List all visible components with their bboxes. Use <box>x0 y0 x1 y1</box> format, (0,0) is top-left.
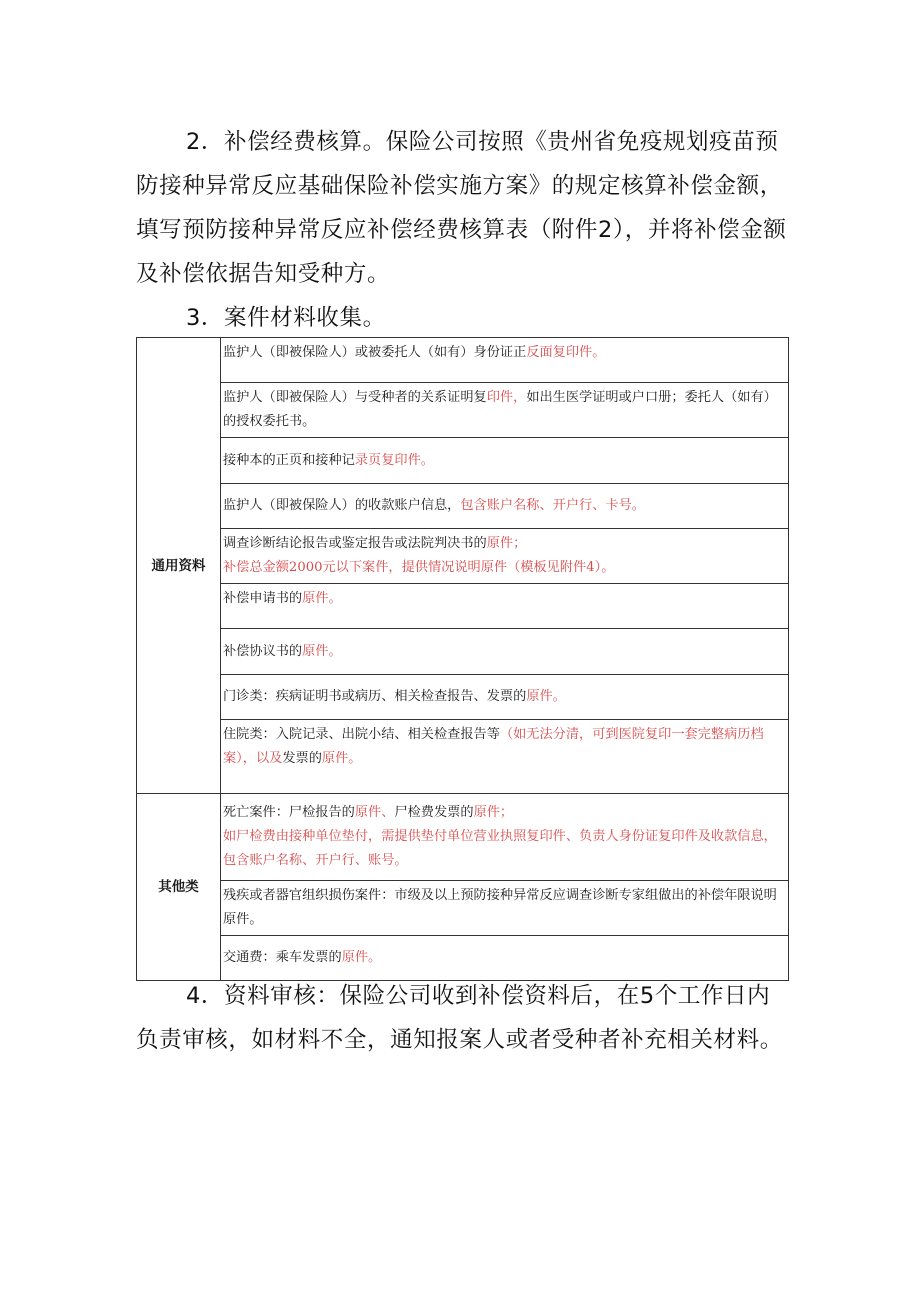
material-cell: 残疾或者器官组织损伤案件：市级及以上预防接种异常反应调查诊断专家组做出的补偿年限说明原件。 <box>221 881 789 936</box>
category-other: 其他类 <box>137 794 221 981</box>
material-cell: 补偿协议书的原件。 <box>221 629 789 675</box>
materials-table <box>136 337 789 981</box>
paragraph-item-3: 3．案件材料收集。 <box>186 305 386 331</box>
table-row <box>137 383 789 438</box>
material-cell: 死亡案件：尸检报告的原件、尸检费发票的原件； 如尸检费由接种单位垫付，需提供垫付单位营业执照复印件、负责人身份证复印件及收款信息，包含账户名称、开户行、账号。 <box>221 794 789 881</box>
table-row <box>137 529 789 584</box>
table-row <box>137 484 789 529</box>
table-row <box>137 881 789 936</box>
material-cell: 监护人（即被保险人）与受种者的关系证明复印件，如出生医学证明或户口册；委托人（如有）的授权委托书。 <box>221 383 789 438</box>
material-cell: 接种本的正页和接种记录页复印件。 <box>221 438 789 484</box>
table-row <box>137 438 789 484</box>
material-cell: 监护人（即被保险人）的收款账户信息，包含账户名称、开户行、卡号。 <box>221 484 789 529</box>
table-row <box>137 338 789 383</box>
paragraph-item-2: 2．补偿经费核算。保险公司按照《贵州省免疫规划疫苗预防接种异常反应基础保险补偿实施方案》的规定核算补偿金额，填写预防接种异常反应补偿经费核算表（附件2），并将补偿金额及补偿依据告知受种方。 <box>136 129 787 287</box>
material-cell: 补偿申请书的原件。 <box>221 584 789 629</box>
material-cell: 交通费：乘车发票的原件。 <box>221 936 789 981</box>
material-cell: 门诊类：疾病证明书或病历、相关检查报告、发票的原件。 <box>221 675 789 720</box>
table-row <box>137 629 789 675</box>
material-cell: 监护人（即被保险人）或被委托人（如有）身份证正反面复印件。 <box>221 338 789 383</box>
table-row <box>137 720 789 794</box>
table-row <box>137 675 789 720</box>
material-cell: 住院类：入院记录、出院小结、相关检查报告等（如无法分清，可到医院复印一套完整病历档案），以及发票的原件。 <box>221 720 789 794</box>
paragraph-item-4: 4．资料审核：保险公司收到补偿资料后，在5个工作日内负责审核，如材料不全，通知报案人或者受种者补充相关材料。 <box>136 983 783 1053</box>
table-row <box>137 794 789 881</box>
category-general: 通用资料 <box>137 338 221 794</box>
material-cell: 调查诊断结论报告或鉴定报告或法院判决书的原件； 补偿总金额2000元以下案件，提供情况说明原件（模板见附件4）。 <box>221 529 789 584</box>
table-row <box>137 584 789 629</box>
